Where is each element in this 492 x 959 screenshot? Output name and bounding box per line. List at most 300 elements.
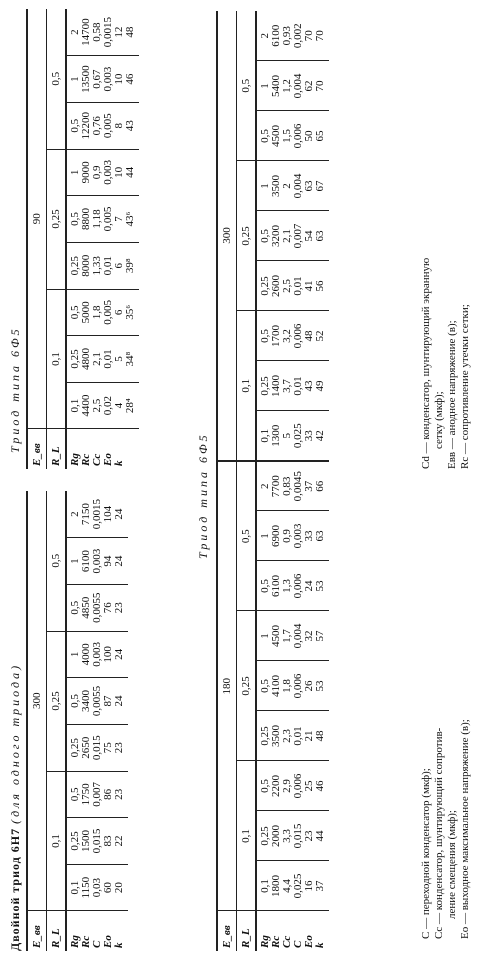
table-cell: 0,004	[292, 73, 304, 99]
table-cell: 0,25	[259, 276, 271, 296]
table-cell: 104	[102, 505, 114, 523]
t1-group-3: 0,5	[47, 491, 67, 631]
t3-group-l2: 0,25	[237, 611, 257, 761]
table-cell: 44	[124, 166, 136, 178]
table-cell: 4000	[80, 643, 92, 666]
table-cell: 56	[314, 280, 326, 292]
table-cell: 12	[113, 26, 125, 38]
table-cell: 3500	[270, 175, 282, 197]
row-label: Rc	[80, 453, 92, 466]
t2-eee-value: 90	[27, 9, 47, 429]
table3-column	[256, 711, 329, 761]
table-cell: 34⁸	[124, 351, 136, 367]
table-cell: 83	[102, 835, 114, 847]
table-cell: 3500	[270, 725, 282, 747]
table2-column	[66, 336, 139, 383]
table-cell: 87	[102, 695, 114, 707]
table1-column	[66, 631, 128, 678]
table-cell: 37	[303, 480, 315, 492]
table-cell: 57	[314, 630, 326, 642]
table-cell: 0,006	[292, 773, 304, 799]
table-cell: 24	[113, 648, 125, 660]
table-cell: 39⁸	[124, 258, 136, 274]
legend-left	[420, 509, 472, 939]
table-cell: 48	[314, 730, 326, 742]
table-cell: 0,006	[292, 573, 304, 599]
t3-group-r1: 0,1	[237, 311, 257, 461]
table-cell: 0,25	[259, 726, 271, 746]
table-cell: 46	[314, 780, 326, 792]
table-cell: 43	[124, 120, 136, 132]
table-cell: 76	[102, 602, 114, 614]
table-cell: 1,33	[91, 256, 103, 276]
table-cell: 37	[314, 880, 326, 892]
table-cell: 63	[314, 230, 326, 242]
table-cell: 63	[303, 180, 315, 192]
row-label: Cc	[281, 935, 293, 948]
row-label: Rg	[69, 935, 81, 948]
table-cell: 48	[303, 330, 315, 342]
table-cell: 1,18	[91, 209, 103, 229]
table1	[26, 491, 128, 951]
table-cell: 0,5	[259, 329, 271, 343]
table-cell: 0,9	[281, 529, 293, 543]
table-cell: 0,5	[259, 679, 271, 693]
table-cell: 0,02	[102, 396, 114, 416]
table-cell: 43	[303, 380, 315, 392]
table-cell: 2,1	[91, 352, 103, 366]
table-cell: 62	[303, 80, 315, 92]
table3-column	[256, 211, 329, 261]
table-cell: 0,0015	[102, 17, 114, 48]
table-cell: 0,0015	[91, 499, 103, 530]
table-cell: 0,25	[69, 831, 81, 851]
table-cell: 0,1	[259, 879, 271, 893]
table-cell: 52	[314, 330, 326, 342]
table1-column	[66, 818, 128, 865]
table-cell: 33	[303, 430, 315, 442]
table-cell: 2	[281, 183, 293, 189]
t2-eee-label: E_вв	[27, 429, 47, 469]
table-cell: 0,25	[259, 826, 271, 846]
table-cell: 0,25	[69, 738, 81, 758]
row-label: Rc	[270, 935, 282, 948]
table-cell: 0,01	[102, 256, 114, 276]
table-cell: 4850	[80, 596, 92, 619]
table3-column	[256, 61, 329, 111]
table-cell: 0,5	[259, 129, 271, 143]
table-cell: 0,1	[69, 398, 81, 413]
table3-column	[256, 161, 329, 211]
table-cell: 0,1	[69, 880, 81, 895]
table-cell: 0,25	[69, 349, 81, 369]
table-cell: 35⁶	[124, 304, 136, 320]
table1-column	[66, 771, 128, 818]
table-cell: 13500	[80, 65, 92, 93]
table-cell: 23	[113, 788, 125, 800]
table-cell: 4	[113, 402, 125, 409]
table-cell: 0,015	[91, 828, 103, 854]
table-cell: 33	[303, 530, 315, 542]
table-cell: 0,007	[91, 781, 103, 807]
table-cell: 4500	[270, 625, 282, 647]
table-cell: 6100	[80, 550, 92, 573]
table-cell: 1,3	[281, 579, 293, 593]
table-cell: 0,5	[69, 600, 81, 615]
table-cell: 0,5	[259, 229, 271, 243]
table-cell: 1150	[80, 876, 92, 899]
table3-column	[256, 311, 329, 361]
table-cell: 1,2	[281, 79, 293, 93]
table-cell: 2,5	[281, 279, 293, 293]
table-cell: 7	[113, 216, 125, 222]
table1-column	[66, 724, 128, 771]
table3-column	[256, 761, 329, 811]
t1-eee-label: E_вв	[27, 911, 47, 951]
table-cell: 26	[303, 680, 315, 692]
row-label: C	[91, 940, 103, 948]
table-cell: 0,67	[91, 69, 103, 89]
table3-column	[256, 361, 329, 411]
table2-column	[66, 382, 139, 429]
table-cell: 94	[102, 555, 114, 567]
table-cell: 0,01	[292, 726, 304, 746]
table3-title	[196, 432, 211, 559]
table-cell: 0,5	[69, 118, 81, 133]
table-cell: 5400	[270, 75, 282, 97]
table-cell: 2	[259, 483, 271, 489]
table-cell: 0,5	[259, 579, 271, 593]
table1-column	[66, 864, 128, 911]
row-label: k	[113, 942, 125, 948]
table-cell: 75	[102, 742, 114, 754]
table-cell: 0,9	[91, 165, 103, 180]
table3-column	[256, 511, 329, 561]
table-cell: 0,005	[102, 206, 114, 232]
table3-column	[256, 561, 329, 611]
table-cell: 42	[314, 430, 326, 442]
table-cell: 1700	[270, 325, 282, 347]
table-cell: 1750	[80, 783, 92, 806]
table3-title-text: Триод типа 6Ф5	[196, 432, 210, 559]
table1-column	[66, 678, 128, 725]
table-cell: 0,004	[292, 173, 304, 199]
table-cell: 23	[113, 742, 125, 754]
table-cell: 2,5	[91, 398, 103, 413]
table-cell: 1300	[270, 424, 282, 447]
table3	[216, 11, 329, 951]
table-cell: 0,01	[292, 376, 304, 396]
table-cell: 0,003	[91, 642, 103, 667]
table-cell: 60	[102, 882, 114, 894]
table-cell: 20	[113, 882, 125, 894]
table-cell: 0,025	[292, 423, 304, 449]
table-cell: 0,004	[292, 623, 304, 649]
table-cell: 3,2	[281, 329, 293, 343]
table1-column	[66, 538, 128, 585]
table-cell: 54	[303, 230, 315, 242]
table-cell: 70	[303, 30, 315, 42]
table-cell: 0,25	[69, 256, 81, 276]
t1-group-2: 0,25	[47, 631, 67, 771]
t2-group-3: 0,5	[47, 9, 67, 149]
table-cell: 50	[303, 130, 315, 142]
table-cell: 1,7	[281, 629, 293, 643]
table-cell: 53	[314, 680, 326, 692]
table2-column	[66, 149, 139, 196]
table-cell: 24	[113, 695, 125, 707]
table-cell: 3,7	[281, 379, 293, 393]
legend-left-2: Cc — конденсатор, шунтирующий сопротив-	[433, 727, 445, 939]
row-label: Eo	[102, 935, 114, 948]
t3-eee-left: 180	[217, 461, 237, 911]
t3-eee-right: 300	[217, 11, 237, 461]
table-cell: 6900	[270, 525, 282, 547]
table-cell: 23	[303, 830, 315, 842]
table-cell: 0,0055	[91, 592, 103, 623]
t1-rl-label: R_L	[47, 911, 67, 951]
table-cell: 0,005	[102, 299, 114, 325]
table-cell: 2,1	[281, 229, 293, 243]
table-cell: 6100	[270, 575, 282, 597]
t3-group-l1: 0,1	[237, 761, 257, 911]
table-cell: 7150	[80, 503, 92, 526]
row-label: Cc	[91, 453, 103, 466]
legend-right-3: Eвв — анодное напряжение (в);	[446, 320, 458, 469]
table-cell: 0,006	[292, 123, 304, 149]
table-cell: 48	[124, 26, 136, 38]
table-cell: 21	[303, 730, 315, 742]
table-cell: 0,007	[292, 223, 304, 249]
table-cell: 0,93	[281, 26, 293, 46]
table-cell: 0,5	[259, 779, 271, 793]
table2-title-text: Триод типа 6Ф5	[8, 326, 22, 453]
table-cell: 0,01	[102, 349, 114, 369]
table3-column	[256, 661, 329, 711]
legend-right-4: Rc — сопротивление утечки сетки;	[459, 304, 471, 469]
table-cell: 66	[314, 480, 326, 492]
table-cell: 25	[303, 780, 315, 792]
t2-group-1: 0,1	[47, 289, 67, 429]
legend-right-1: Cd — конденсатор, шунтирующий экранную	[420, 257, 432, 469]
table-cell: 24	[303, 580, 315, 592]
table1-title-main: Двойной триод 6Н7	[8, 827, 22, 951]
table-cell: 5	[281, 433, 293, 439]
table-cell: 7700	[270, 475, 282, 498]
row-label: Rg	[259, 935, 271, 948]
table-cell: 43⁶	[124, 211, 136, 227]
table-cell: 1	[259, 633, 271, 639]
table-cell: 4500	[270, 125, 282, 147]
table-cell: 2	[69, 29, 81, 35]
table-cell: 49	[314, 380, 326, 392]
t3-eee-label: E_вв	[217, 911, 237, 951]
table-cell: 0,5	[69, 305, 81, 320]
table-cell: 28⁴	[124, 398, 136, 414]
table2-column	[66, 196, 139, 243]
row-label: k	[113, 460, 125, 466]
table1-title-note: (для одного триода)	[8, 662, 22, 824]
row-label: Eo	[102, 453, 114, 466]
row-label: Rc	[80, 935, 92, 948]
table-cell: 0,83	[281, 476, 293, 496]
table1-row-labels	[66, 911, 128, 951]
table1-title	[8, 663, 23, 951]
table-cell: 0,1	[259, 428, 271, 443]
row-label: k	[314, 942, 326, 948]
table-cell: 41	[303, 280, 315, 292]
table-cell: 0,03	[91, 878, 103, 898]
table-cell: 23	[113, 602, 125, 614]
table-cell: 3200	[270, 225, 282, 247]
table-cell: 2650	[80, 736, 92, 759]
table-cell: 2600	[270, 275, 282, 297]
table-cell: 70	[314, 80, 326, 92]
table-cell: 0,003	[102, 160, 114, 185]
table-cell: 0,003	[102, 66, 114, 92]
table-cell: 24	[113, 508, 125, 520]
table-cell: 1500	[80, 830, 92, 853]
table-cell: 4800	[80, 348, 92, 371]
legend-right	[420, 39, 472, 469]
row-label: Eo	[303, 935, 315, 948]
table-cell: 0,003	[91, 548, 103, 574]
table-cell: 2,3	[281, 729, 293, 743]
table-cell: 5	[113, 356, 125, 362]
table-cell: 0,5	[69, 212, 81, 226]
table-cell: 3400	[80, 690, 92, 713]
table-cell: 67	[314, 180, 326, 192]
table3-column	[256, 611, 329, 661]
table2-title	[8, 326, 23, 453]
table-cell: 14700	[80, 18, 92, 46]
table-cell: 0,01	[292, 276, 304, 296]
table-cell: 65	[314, 130, 326, 142]
table-cell: 0,003	[292, 523, 304, 549]
table3-column	[256, 111, 329, 161]
table-cell: 10	[113, 73, 125, 85]
table-cell: 8000	[80, 254, 92, 277]
table-cell: 2	[259, 33, 271, 39]
table-cell: 8	[113, 122, 125, 129]
table-cell: 6100	[270, 24, 282, 47]
table3-column	[256, 11, 329, 61]
table-cell: 0,015	[91, 735, 103, 761]
table-cell: 4400	[80, 394, 92, 417]
table3-column	[256, 261, 329, 311]
table-cell: 63	[314, 530, 326, 542]
legend-right-2: сетку (мкф);	[433, 391, 445, 449]
legend-left-1: C — переходной конденсатор (мкф);	[420, 768, 432, 939]
table2-column	[66, 56, 139, 103]
table-cell: 46	[124, 73, 136, 85]
table-cell: 2000	[270, 825, 282, 847]
legend-left-4: Eo — выходное максимальное напряжение (в);	[459, 719, 471, 939]
table-cell: 1,8	[281, 679, 293, 693]
table-cell: 32	[303, 630, 315, 642]
table2	[26, 9, 139, 469]
table-cell: 1	[69, 651, 81, 658]
table-cell: 1	[259, 183, 271, 189]
table-cell: 1	[259, 533, 271, 539]
table-cell: 1	[69, 76, 81, 82]
table-cell: 0,5	[69, 694, 81, 708]
t3-group-r3: 0,5	[237, 11, 257, 161]
table-cell: 0,0045	[292, 471, 304, 502]
table2-column	[66, 102, 139, 149]
table-cell: 10	[113, 166, 125, 178]
table-cell: 0,005	[102, 113, 114, 139]
t1-eee-value: 300	[27, 491, 47, 911]
table-cell: 86	[102, 788, 114, 800]
table-cell: 53	[314, 580, 326, 592]
table-cell: 0,025	[292, 873, 304, 899]
table-cell: 22	[113, 835, 125, 847]
table3-column	[256, 861, 329, 911]
table-cell: 1	[69, 558, 81, 564]
table-cell: 100	[102, 646, 114, 663]
table-cell: 5000	[80, 301, 92, 324]
table-cell: 2	[69, 511, 81, 517]
table3-row-labels	[256, 911, 329, 951]
table-cell: 3,3	[281, 829, 293, 843]
table-cell: 44	[314, 830, 326, 842]
row-label: C	[292, 940, 304, 948]
table2-column	[66, 9, 139, 56]
table-cell: 0,25	[259, 376, 271, 396]
table3-column	[256, 811, 329, 861]
table-cell: 0,015	[292, 823, 304, 849]
table-cell: 1	[69, 169, 81, 176]
table3-column	[256, 411, 329, 461]
table2-row-labels	[66, 429, 139, 469]
table-cell: 9000	[80, 161, 92, 184]
t3-group-r2: 0,25	[237, 161, 257, 311]
t2-group-2: 0,25	[47, 149, 67, 289]
table-cell: 1,8	[91, 305, 103, 320]
table-cell: 6	[113, 309, 125, 316]
table1-column	[66, 584, 128, 631]
table-cell: 0,0055	[91, 685, 103, 717]
table3-column	[256, 461, 329, 511]
table2-column	[66, 242, 139, 289]
table-cell: 24	[113, 555, 125, 567]
table-cell: 0,5	[69, 787, 81, 802]
table-cell: 1800	[270, 875, 282, 897]
t3-group-l3: 0,5	[237, 461, 257, 611]
table-cell: 0,76	[91, 116, 103, 136]
table-cell: 1,5	[281, 129, 293, 143]
legend-left-3: ление смещения (мкф);	[446, 810, 458, 919]
table-cell: 4,4	[281, 879, 293, 893]
table-cell: 1	[259, 83, 271, 89]
table2-column	[66, 289, 139, 336]
table-cell: 0,006	[292, 673, 304, 699]
table-cell: 4100	[270, 675, 282, 697]
table1-column	[66, 491, 128, 538]
t1-group-1: 0,1	[47, 771, 67, 911]
t2-rl-label: R_L	[47, 429, 67, 469]
table-cell: 16	[303, 880, 315, 892]
table-cell: 8800	[80, 208, 92, 231]
t3-rl-label: R_L	[237, 911, 257, 951]
table-cell: 12200	[80, 111, 92, 140]
table-cell: 0,006	[292, 323, 304, 349]
table-cell: 2,9	[281, 779, 293, 793]
row-label: Rg	[69, 453, 81, 466]
table-cell: 70	[314, 30, 326, 42]
table-cell: 1400	[270, 375, 282, 397]
